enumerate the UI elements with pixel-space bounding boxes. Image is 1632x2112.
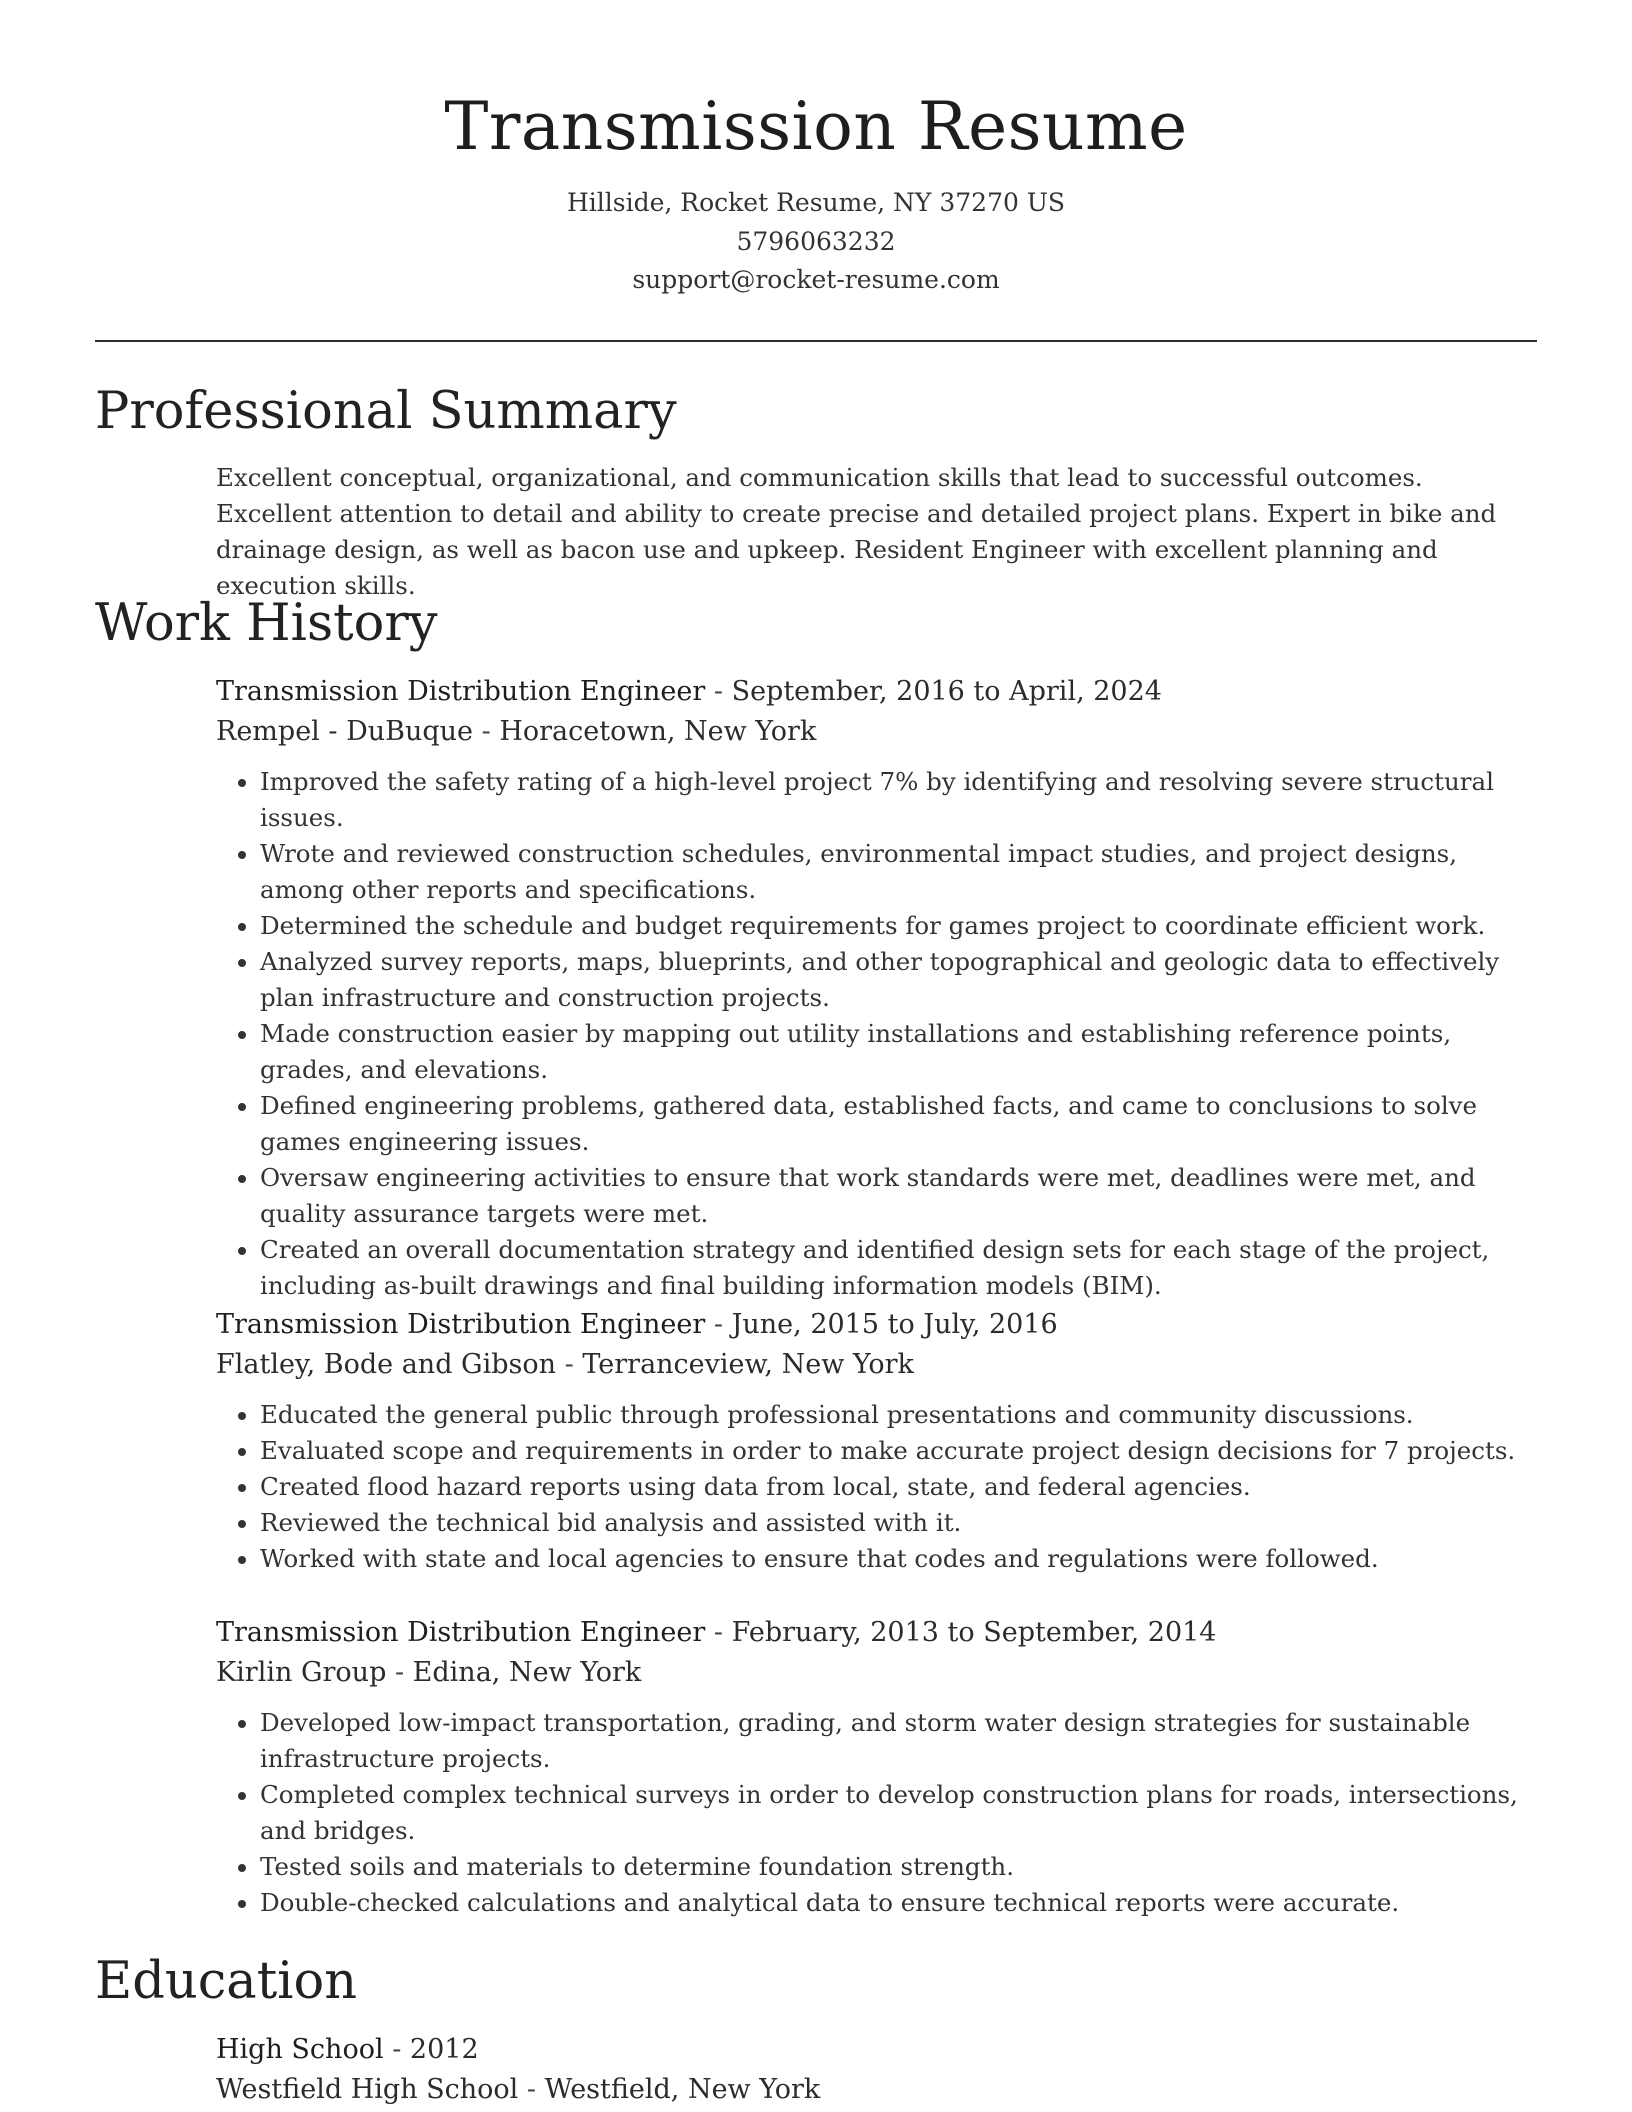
list-item: • Improved the safety rating of a high-level project 7% by identifying and resolving severe structural issues.: [260, 764, 1541, 836]
contact-phone: 5796063232: [736, 226, 896, 256]
list-item: • Double-checked calculations and analytical data to ensure technical reports were accurate.: [260, 1885, 1541, 1921]
list-item: • Reviewed the technical bid analysis and assisted with it.: [260, 1505, 1541, 1541]
job-title-line: [216, 672, 1541, 712]
resume-header: [95, 80, 1537, 300]
job-dates: June, 2015 to July, 2016: [731, 1309, 1058, 1340]
separator: -: [394, 1657, 405, 1688]
list-item: • Tested soils and materials to determine foundation strength.: [260, 1849, 1541, 1885]
job-company-line: [216, 1653, 1541, 1693]
list-item: • Made construction easier by mapping out utility installations and establishing reference points, grades, and elevations.: [260, 1016, 1541, 1088]
job-company: Flatley, Bode and Gibson: [216, 1349, 557, 1380]
job-entry: [216, 1613, 1541, 1921]
job-entry: [216, 672, 1541, 1304]
job-dates: September, 2016 to April, 2024: [731, 676, 1162, 707]
list-item: • Developed low-impact transportation, grading, and storm water design strategies for sustainable infrastructure projects.: [260, 1705, 1541, 1777]
contact-address: Hillside, Rocket Resume, NY 37270 US: [566, 188, 1066, 217]
separator: -: [713, 1617, 723, 1648]
summary-text: Excellent conceptual, organizational, and communication skills that lead to successful outcomes. Excellent attention to detail and ability to create precise and detailed project plans. Expert in bike and drainage design, as well as bacon use and upkeep. Resident Engineer with excellent planning and execution skills.: [216, 463, 1497, 600]
education-location: Westfield, New York: [544, 2074, 821, 2105]
list-item: • Analyzed survey reports, maps, blueprints, and other topographical and geologic data to effectively plan infrastructure and construction projects.: [260, 944, 1541, 1016]
header-divider: [95, 340, 1537, 342]
resume-title: Transmission Resume: [444, 88, 1188, 165]
list-item: • Determined the schedule and budget requirements for games project to coordinate efficient work.: [260, 908, 1541, 944]
job-bullets: [216, 764, 1541, 1304]
list-item: • Completed complex technical surveys in order to develop construction plans for roads, intersections, and bridges.: [260, 1777, 1541, 1849]
work-history-heading: Work History: [95, 594, 438, 653]
education-heading: Education: [95, 1952, 358, 2011]
contact-email: support@rocket-resume.com: [632, 265, 1000, 294]
education-year: 2012: [409, 2034, 479, 2065]
separator: -: [564, 1349, 574, 1380]
job-bullets: [216, 1397, 1541, 1577]
list-item: • Oversaw engineering activities to ensure that work standards were met, deadlines were met, and quality assurance targets were met.: [260, 1160, 1541, 1232]
job-title-line: [216, 1613, 1541, 1653]
list-item: • Created an overall documentation strategy and identified design sets for each stage of the project, including as-built drawings and final building information models (BIM).: [260, 1232, 1541, 1304]
job-bullets: [216, 1705, 1541, 1921]
job-company-line: [216, 712, 1541, 752]
education-school: Westfield High School: [216, 2074, 519, 2105]
separator: -: [526, 2074, 537, 2105]
list-item: • Educated the general public through professional presentations and community discussions.: [260, 1397, 1541, 1433]
separator: -: [392, 2034, 402, 2065]
education-entry: [216, 2030, 1536, 2110]
job-location: Terranceview, New York: [582, 1349, 914, 1380]
list-item: • Evaluated scope and requirements in order to make accurate project design decisions for 7 projects.: [260, 1433, 1541, 1469]
job-entry: [216, 1305, 1541, 1577]
job-location: Edina, New York: [412, 1657, 642, 1688]
job-location: Horacetown, New York: [499, 716, 817, 747]
summary-heading: Professional Summary: [95, 382, 677, 441]
education-degree: High School: [216, 2034, 384, 2065]
list-item: • Wrote and reviewed construction schedules, environmental impact studies, and project designs, among other reports and specifications.: [260, 836, 1541, 908]
list-item: • Worked with state and local agencies to ensure that codes and regulations were followed.: [260, 1541, 1541, 1577]
education-degree-line: [216, 2030, 1536, 2070]
job-title: Transmission Distribution Engineer: [216, 676, 706, 707]
job-title-line: [216, 1305, 1541, 1345]
separator: -: [713, 676, 723, 707]
job-company: Kirlin Group: [216, 1657, 387, 1688]
separator: -: [481, 716, 491, 747]
job-title: Transmission Distribution Engineer: [216, 1309, 706, 1340]
list-item: • Created flood hazard reports using data from local, state, and federal agencies.: [260, 1469, 1541, 1505]
job-dates: February, 2013 to September, 2014: [731, 1617, 1217, 1648]
list-item: • Defined engineering problems, gathered data, established facts, and came to conclusions to solve games engineering issues.: [260, 1088, 1541, 1160]
job-company-line: [216, 1345, 1541, 1385]
separator: -: [713, 1309, 723, 1340]
job-title: Transmission Distribution Engineer: [216, 1617, 706, 1648]
job-company: Rempel - DuBuque: [216, 716, 474, 747]
education-school-line: [216, 2070, 1536, 2110]
